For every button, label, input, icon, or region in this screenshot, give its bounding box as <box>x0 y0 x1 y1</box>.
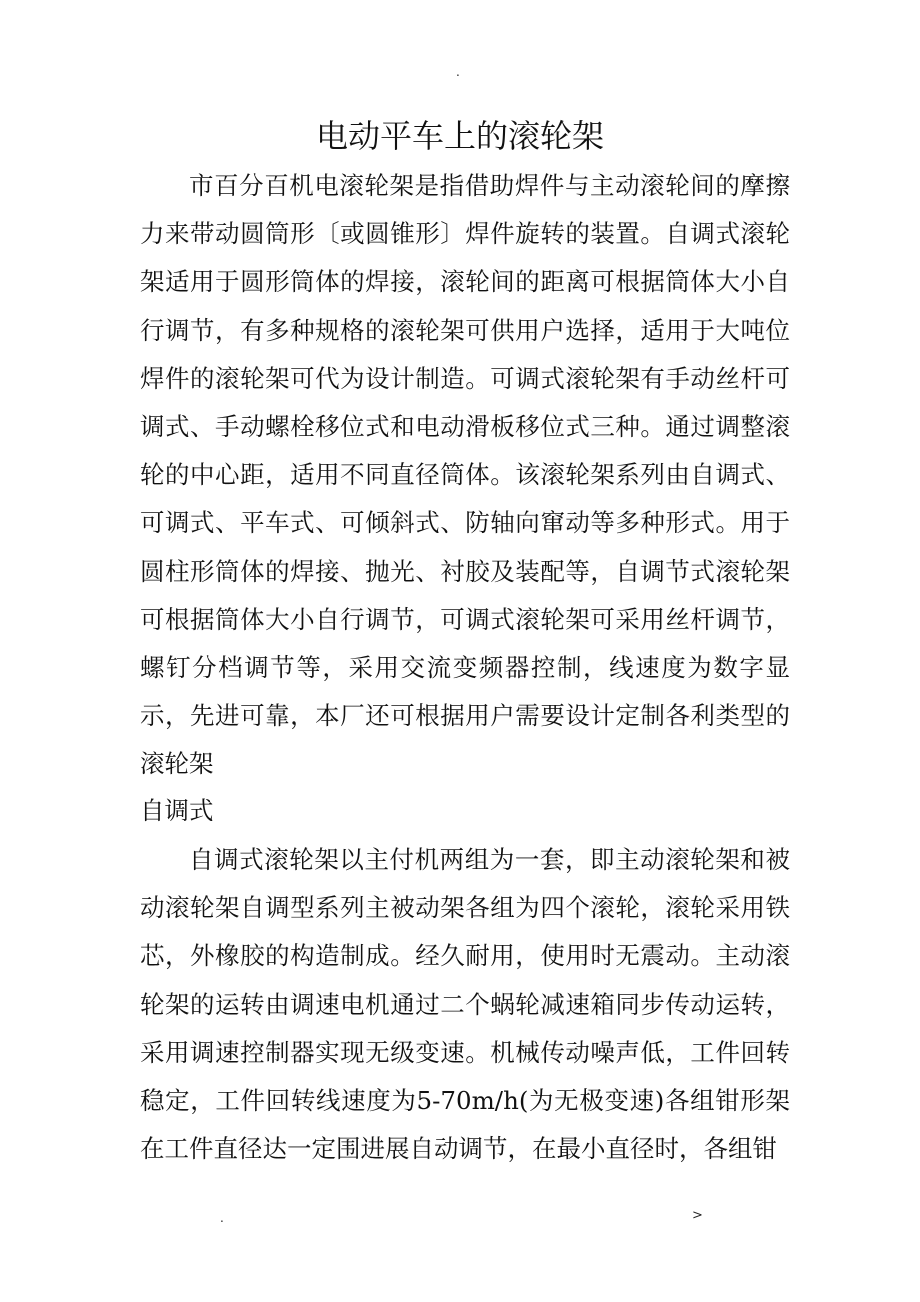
document-title: 电动平车上的滚轮架 <box>315 117 604 155</box>
bottom-right-arrow-mark: > <box>692 1208 703 1223</box>
body-paragraph-zitiaoshi: 自调式滚轮架以主付机两组为一套，即主动滚轮架和被动滚轮架自调型系列主被动架各组为四个滚轮，滚轮采用铁芯，外橡胶的构造制成。经久耐用，使用时无震动。主动滚轮架的运转由调速电机通过二个蜗轮减速箱同步传动运转，采用调速控制器实现无级变速。机械传动噪声低，工件回转稳定，工件回转线速度为5-70m/h(为无极变速)各组钳形架在工件直径达一定围进展自动调节，在最小直径时，各组钳 <box>140 845 790 1164</box>
bottom-left-dot-mark: . <box>220 1211 224 1225</box>
section-heading-zitiaoshi: 自调式 <box>140 796 214 825</box>
body-paragraph-intro: 市百分百机电滚轮架是指借助焊件与主动滚轮间的摩擦力来带动圆筒形〔或圆锥形〕焊件旋转的装置。自调式滚轮架适用于圆形筒体的焊接，滚轮间的距离可根据筒体大小自行调节，有多种规格的滚轮架可供用户选择，适用于大吨位焊件的滚轮架可代为设计制造。可调式滚轮架有手动丝杆可调式、手动螺栓移位式和电动滑板移位式三种。通过调整滚轮的中心距，适用不同直径筒体。该滚轮架系列由自调式、可调式、平车式、可倾斜式、防轴向窜动等多种形式。用于圆柱形筒体的焊接、抛光、衬胶及装配等，自调节式滚轮架可根据筒体大小自行调节，可调式滚轮架可采用丝杆调节，螺钉分档调节等，采用交流变频器控制，线速度为数字显示，先进可靠，本厂还可根据用户需要设计定制各利类型的滚轮架 <box>140 171 790 779</box>
top-dot-mark: . <box>456 65 460 79</box>
